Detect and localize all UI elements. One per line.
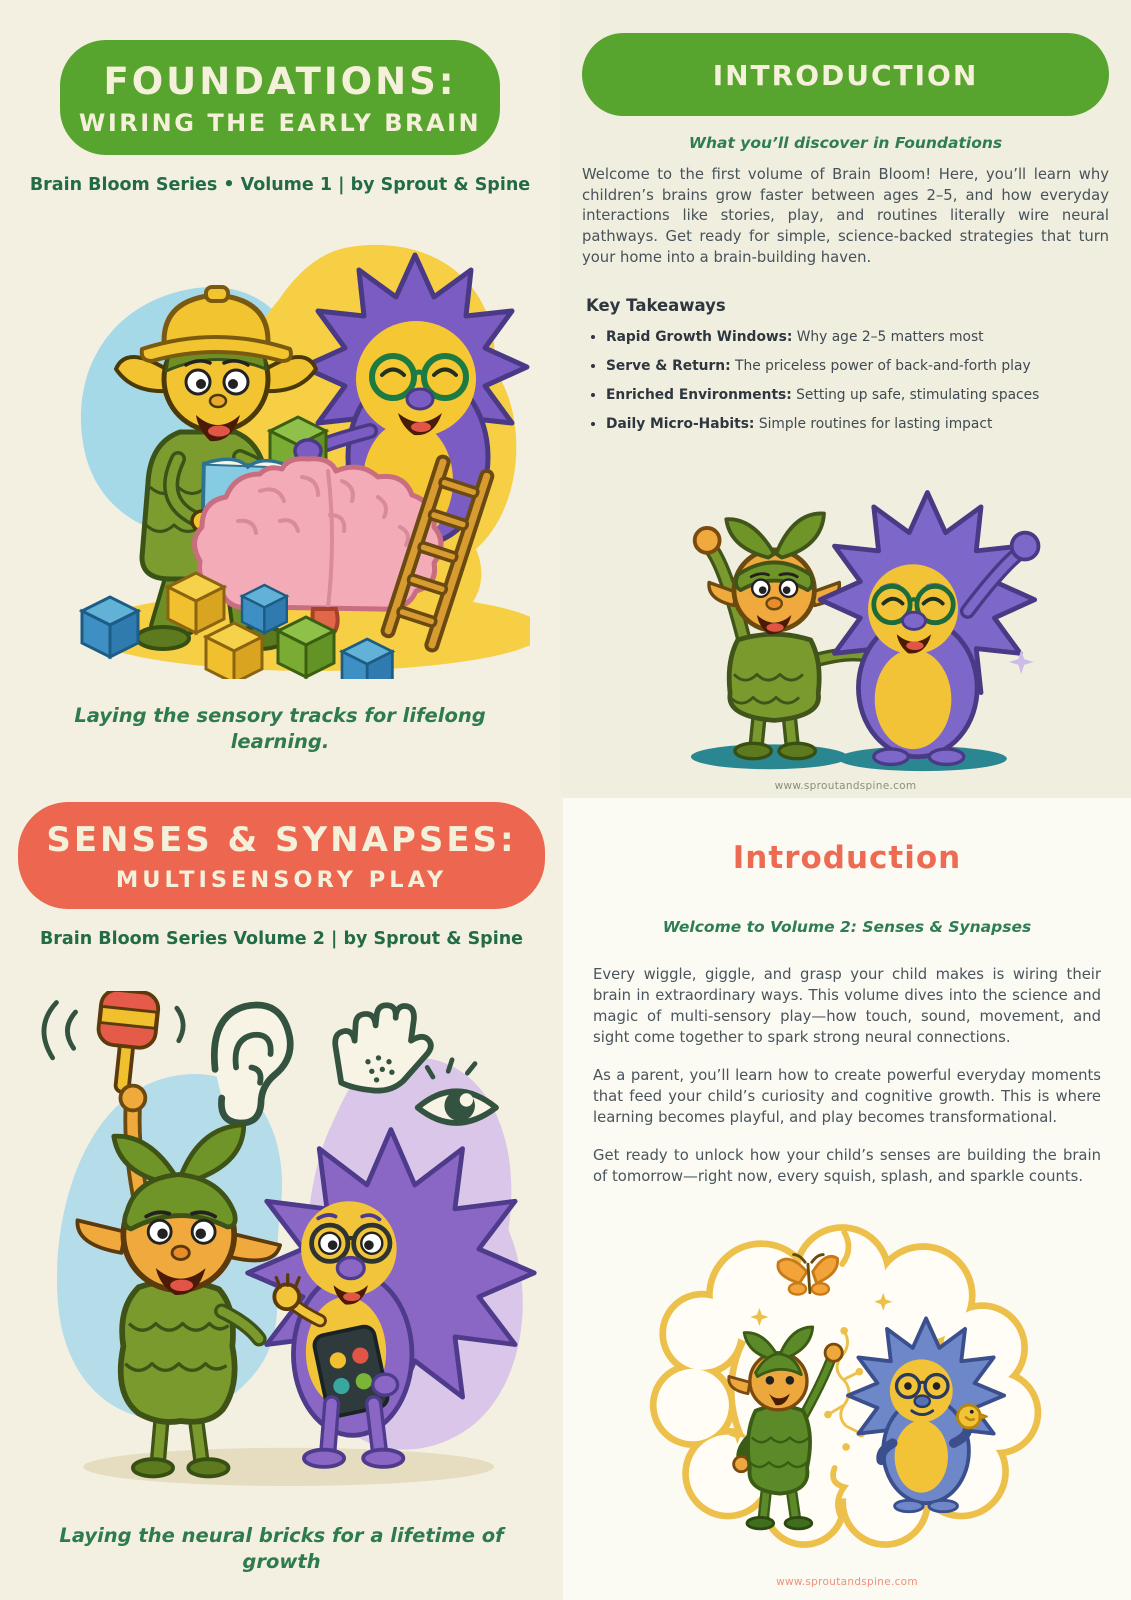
vol1-cover-illustration [30, 219, 530, 679]
vol1-title-line1: FOUNDATIONS: [103, 60, 457, 103]
vol2-tagline: Laying the neural bricks for a lifetime of growth [59, 1524, 504, 1574]
vol1-intro-subtitle: What you’ll discover in Foundations [688, 134, 1003, 152]
website-footer: www.sproutandspine.com [774, 779, 917, 792]
vol1-title-banner [60, 40, 500, 155]
vol2-intro-illustration [647, 1205, 1047, 1548]
vol2-series-line: Brain Bloom Series Volume 2 | by Sprout & Spine [39, 929, 524, 949]
takeaway-item: • Rapid Growth Windows: Why age 2–5 matters most [606, 329, 1131, 345]
vol1-intro-panel [560, 0, 1131, 798]
vol1-title-line2: WIRING THE EARLY BRAIN [78, 109, 482, 137]
takeaways-list [606, 329, 1131, 432]
vol2-title-line2: MULTISENSORY PLAY [115, 867, 448, 893]
vol2-cover-illustration [4, 991, 559, 1507]
vol2-intro-paragraph: Get ready to unlock how your child’s senses are building the brain of tomorrow—right now, every squish, splash, and sparkle counts. [593, 1147, 1101, 1185]
vol1-intro-paragraph: Welcome to the first volume of Brain Bloom! Here, you’ll learn why children’s brains grow faster between ages 2–5, and how everyday interactions like stories, play, and routines literally wire neural pathways. Get ready for simple, science-backed strategies that turn your home into a brain-building haven. [582, 166, 1109, 266]
vol2-title-banner [18, 802, 545, 909]
takeaway-item: • Enriched Environments: Setting up safe, stimulating spaces [606, 387, 1131, 403]
vol2-intro-paragraph: As a parent, you’ll learn how to create powerful everyday moments that feed your child’s curiosity and cognitive growth. This is where learning becomes playful, and play becomes transformational. [593, 1067, 1101, 1126]
vol1-intro-illustration [621, 458, 1071, 774]
vol2-title-line1: SENSES & SYNAPSES: [46, 820, 517, 860]
takeaway-item: • Daily Micro-Habits: Simple routines for lasting impact [606, 416, 1131, 432]
vol1-intro-header: INTRODUCTION [582, 33, 1109, 116]
takeaways-title: Key Takeaways [586, 295, 726, 315]
hedgehog-character [820, 492, 1038, 764]
vol2-intro-paragraph: Every wiggle, giggle, and grasp your child makes is wiring their brain in extraordinary ways. This volume dives into the science and magic of multi-sensory play—how touch, sound, movement, and sight come together to spark strong neural connections. [593, 966, 1101, 1046]
vol2-intro-subtitle: Welcome to Volume 2: Senses & Synapses [662, 918, 1032, 936]
takeaway-item: • Serve & Return: The priceless power of back-and-forth play [606, 358, 1131, 374]
vol1-series-line: Brain Bloom Series • Volume 1 | by Sprout & Spine [29, 175, 531, 195]
vol2-intro-paragraphs [593, 964, 1101, 1187]
vol1-cover-panel [0, 0, 560, 790]
vol1-tagline: Laying the sensory tracks for lifelong learning. [74, 704, 486, 754]
vol2-intro-header: Introduction [732, 840, 962, 876]
vol2-intro-panel [563, 798, 1131, 1600]
vol2-cover-panel [0, 790, 563, 1600]
ear-icon [214, 1005, 290, 1123]
website-footer: www.sproutandspine.com [776, 1576, 918, 1588]
